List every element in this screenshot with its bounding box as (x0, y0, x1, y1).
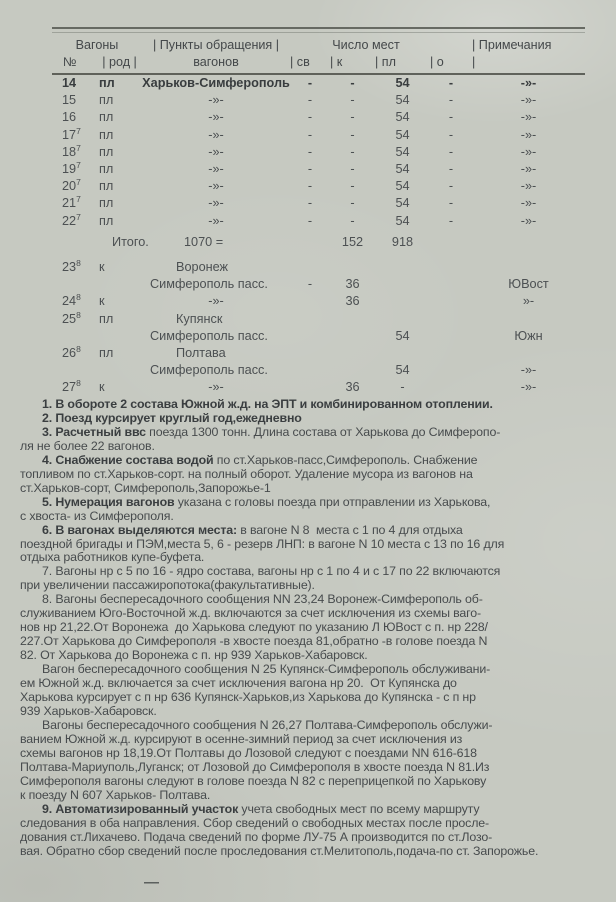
table-row (52, 178, 585, 195)
cell-num: 15 (62, 93, 77, 108)
cell-rod: пл (99, 213, 114, 228)
note-line (20, 538, 602, 552)
cell-pl: 918 (391, 234, 414, 249)
cell-route: Полтава (176, 346, 226, 361)
note-line (20, 733, 602, 747)
cell-o (430, 328, 472, 345)
cell-pl: 54 (395, 179, 410, 194)
note-line (20, 524, 602, 538)
note-line (20, 635, 602, 649)
col-header-pl: | пл (375, 55, 396, 69)
cell-pl (375, 293, 430, 310)
note-line (20, 454, 602, 468)
cell-o: - (448, 127, 454, 142)
note-paragraph (20, 524, 602, 566)
note-line (20, 691, 602, 705)
cell-k: - (350, 127, 355, 142)
cell-o: - (448, 213, 454, 228)
cell-rod: пл (99, 179, 114, 194)
cell-pl: 54 (395, 363, 410, 378)
note-line (20, 510, 602, 524)
cell-rod (97, 362, 142, 379)
cell-k (330, 345, 375, 362)
note-line (20, 607, 602, 621)
cell-o (430, 362, 472, 379)
cell-o (430, 234, 472, 251)
note-line (20, 705, 602, 719)
note-line (20, 747, 602, 761)
cell-note: -»- (520, 363, 537, 378)
cell-sv (290, 362, 330, 379)
cell-route: Воронеж (176, 260, 229, 275)
table-row (52, 144, 585, 161)
note-line (20, 551, 602, 565)
cell-sv (290, 259, 330, 276)
cell-num: $24^8$ (62, 292, 81, 309)
cell-rod: пл (99, 311, 114, 326)
cell-o (430, 379, 472, 396)
cell-sv: - (307, 277, 313, 292)
cell-rod: Итого. (112, 234, 149, 249)
cell-route: Симферополь пасс. (150, 277, 268, 292)
note-text: учета свободных мест по всему маршруту (238, 801, 480, 816)
cell-num: $23^8$ (62, 257, 81, 275)
note-paragraph (20, 398, 602, 412)
note-paragraph (20, 496, 602, 524)
cell-k (330, 362, 375, 379)
note-text: Харькова курсирует с п нр 636 Купянск-Харьков,из Харькова до Купянска - с п нр (20, 690, 476, 705)
cell-note: -»- (520, 127, 537, 142)
table-top-border (52, 27, 585, 33)
note-bold-text: 3. Расчетный ввс (42, 424, 146, 439)
cell-note: -»- (520, 162, 537, 177)
cell-o (430, 293, 472, 310)
cell-rod (97, 276, 142, 293)
cell-pl: 54 (395, 213, 410, 228)
cell-k (330, 328, 375, 345)
cell-num: $22^7$ (62, 211, 81, 228)
cell-o: - (448, 196, 454, 211)
cell-o: - (448, 144, 454, 159)
cell-pl (375, 276, 430, 293)
cell-k: 36 (345, 294, 360, 309)
note-text: служиванием Юго-Восточной ж.д. включаются за счет исключения из схемы ваго- (20, 606, 481, 621)
cell-pl: 54 (395, 76, 410, 90)
cell-k: - (350, 93, 355, 108)
note-line (20, 579, 602, 593)
cell-num: $26^8$ (62, 343, 81, 361)
note-text: 939 Харьков-Хабаровск. (20, 703, 157, 718)
cell-pl: 54 (395, 110, 410, 125)
note-paragraph (20, 426, 602, 454)
cell-sv: - (307, 144, 313, 159)
cell-rod: пл (99, 127, 114, 142)
table-row (52, 276, 585, 293)
note-paragraph (20, 593, 602, 663)
note-line (20, 831, 602, 845)
cell-num (52, 276, 97, 293)
note-text: к поезду N 607 Харьков- Полтава. (20, 787, 211, 802)
table-column-header-row (52, 54, 585, 71)
note-bold-text: 2. Поезд курсирует круглый год,ежедневно (42, 410, 302, 425)
cell-pl: - (400, 380, 405, 395)
note-text: следования в оба направления. Сбор сведений о свободных местах после просле- (20, 815, 490, 830)
note-bold-text: 9. Автоматизированный участок (42, 801, 239, 816)
note-paragraph (20, 719, 602, 803)
cell-o: - (448, 110, 454, 125)
cell-note: -»- (520, 76, 537, 90)
cell-route: -»- (208, 380, 224, 395)
cell-note: -»- (520, 196, 537, 211)
cell-rod (97, 328, 142, 345)
cell-num (52, 234, 97, 251)
note-text: указана с головы поезда при отправлении из Харькова, (174, 494, 491, 509)
note-line (20, 412, 602, 426)
col-header-route: вагонов (193, 55, 239, 69)
col-header-pipe: | (472, 55, 476, 69)
cell-o: - (448, 93, 454, 108)
cell-num: $20^7$ (62, 176, 81, 194)
cell-num (52, 362, 97, 379)
note-line (20, 761, 602, 775)
cell-sv: - (307, 162, 313, 177)
cell-k: - (350, 162, 355, 177)
cell-o (430, 311, 472, 328)
note-text: ля не более 22 вагонов. (20, 438, 155, 453)
cell-note: Южн (514, 328, 543, 343)
cell-sv: - (307, 76, 313, 90)
cell-route: -»- (208, 93, 224, 108)
cell-sv: - (307, 93, 313, 108)
cell-note: -»- (520, 179, 537, 194)
note-text: отдыха работников купе-буфета. (20, 550, 205, 565)
note-text: Вагоны беспересадочного сообщения N 26,27 Полтава-Симферополь обслужи- (42, 717, 493, 732)
cell-sv: - (307, 127, 313, 142)
col-header-number: № (63, 55, 77, 69)
note-text: 227.От Харькова до Симферополя -в хвосте поезда 81,обратно -в голове поезда N (20, 634, 488, 649)
cell-sv (290, 293, 330, 310)
table-row (52, 234, 585, 251)
cell-o: - (448, 76, 454, 90)
page-footer-dash: — (144, 874, 159, 891)
cell-note: ЮВост (508, 277, 549, 292)
cell-route: -»- (208, 196, 224, 211)
note-line (20, 440, 602, 454)
cell-k: - (350, 213, 355, 228)
notes-section (20, 398, 602, 858)
note-text: 7. Вагоны нр с 5 по 16 - ядро состава, вагоны нр с 1 по 4 и с 17 по 22 включаются (42, 564, 501, 579)
cell-rod: пл (99, 346, 114, 361)
cell-k: 36 (345, 380, 360, 395)
note-line (20, 775, 602, 789)
note-text: поездной бригады и ПЭМ,места 5, 6 - резерв ЛНП: в вагоне N 10 места с 13 по 16 для (20, 536, 505, 551)
note-text: Полтава-Мариуполь,Луганск; от Лозовой до Симферополя в хвосте поезда N 81.Из (20, 759, 490, 774)
cell-rod: пл (99, 110, 114, 125)
note-line (20, 663, 602, 677)
table-row (52, 161, 585, 178)
header-seat-count: Число мест (332, 38, 400, 52)
cell-pl: 54 (395, 196, 410, 211)
cell-rod: пл (99, 144, 114, 159)
cell-o: - (448, 162, 454, 177)
note-line (20, 803, 602, 817)
note-line (20, 649, 602, 663)
note-text: топливом по ст.Харьков-сорт. на полный оборот. Удаление мусора из вагонов на (20, 466, 473, 481)
cell-route: -»- (208, 179, 224, 194)
note-paragraph (20, 803, 602, 859)
cell-pl (375, 311, 430, 328)
cell-note: -»- (520, 380, 537, 395)
note-text: схемы вагонов нр 18,19.От Полтавы до Лозовой следуют с поездами NN 616-618 (20, 745, 477, 760)
table-row (52, 328, 585, 345)
note-line (20, 496, 602, 510)
note-line (20, 398, 602, 412)
cell-pl: 54 (395, 93, 410, 108)
cell-o: - (448, 179, 454, 194)
note-bold-text: 1. В обороте 2 состава Южной ж.д. на ЭПТ и комбинированном отоплении. (42, 397, 493, 411)
cell-k: - (350, 179, 355, 194)
header-wagons: Вагоны (75, 38, 119, 52)
cell-pl: 54 (395, 328, 410, 343)
cell-k: - (350, 196, 355, 211)
note-line (20, 845, 602, 859)
note-text: ст.Харьков-сорт, Симферополь,Запорожье-1 (20, 480, 271, 495)
note-text: поезда 1300 тонн. Длина состава от Харькова до Симферопо- (145, 424, 501, 439)
note-text: в вагоне N 8 места с 1 по 4 для отдыха (236, 522, 463, 537)
cell-rod: пл (99, 93, 114, 108)
cell-sv (290, 234, 330, 251)
table-row (52, 75, 585, 92)
table-row (52, 92, 585, 109)
table-row (52, 379, 585, 396)
note-text: нов нр 21,22.От Воронежа до Харькова следуют по указанию Л ЮВост с п. нр 228/ (20, 620, 488, 635)
cell-rod: к (99, 260, 105, 275)
cell-o (430, 276, 472, 293)
note-text: 8. Вагоны беспересадочного сообщения NN 23,24 Воронеж-Симферополь об- (42, 592, 483, 607)
table-body (52, 75, 585, 397)
cell-note: »- (522, 294, 535, 309)
cell-num: $17^7$ (62, 125, 81, 142)
note-text: ем Южной ж.д. включается за счет исключения вагона нр 20. От Купянска до (20, 676, 457, 691)
cell-k: - (350, 144, 355, 159)
note-text: дования ст.Лихачево. Подача сведений по форме ЛУ-75 А производится по ст.Лозо- (20, 829, 493, 844)
cell-sv: - (307, 110, 313, 125)
cell-sv (290, 328, 330, 345)
cell-k (330, 311, 375, 328)
cell-note: -»- (520, 93, 537, 108)
cell-route: Симферополь пасс. (150, 328, 268, 343)
note-line (20, 593, 602, 607)
cell-note: -»- (520, 213, 537, 228)
note-paragraph (20, 663, 602, 719)
cell-pl: 54 (395, 127, 410, 142)
note-line (20, 621, 602, 635)
table-row (52, 127, 585, 144)
cell-note (472, 311, 585, 328)
note-line (20, 426, 602, 440)
note-text: Симферополя вагоны следуют в голове поезда N 82 с переприцепкой по Харькову (20, 773, 487, 788)
table-row (52, 345, 585, 362)
cell-num: $25^8$ (62, 309, 81, 326)
cell-route: 1070 = (184, 234, 224, 249)
col-header-type: | род | (102, 55, 137, 69)
note-text: с хвоста- из Симферополя. (20, 508, 174, 523)
cell-route: -»- (208, 162, 224, 177)
cell-note (472, 259, 585, 276)
table-row (52, 293, 585, 310)
cell-o (430, 345, 472, 362)
table-row (52, 213, 585, 230)
cell-num: 16 (62, 110, 77, 125)
note-text: Вагон беспересадочного сообщения N 25 Купянск-Симферополь обслуживани- (42, 662, 491, 677)
cell-route: Симферополь пасс. (150, 363, 268, 378)
table-row (52, 109, 585, 126)
note-line (20, 677, 602, 691)
cell-pl (375, 345, 430, 362)
note-paragraph (20, 565, 602, 593)
table-row (52, 311, 585, 328)
table-row (52, 362, 585, 379)
wagon-table (52, 27, 585, 397)
cell-num: 14 (62, 76, 77, 90)
cell-sv (290, 379, 330, 396)
note-line (20, 482, 602, 496)
note-line (20, 789, 602, 803)
table-row (52, 195, 585, 212)
table-row (52, 259, 585, 276)
cell-sv (290, 311, 330, 328)
note-line (20, 468, 602, 482)
cell-pl (375, 259, 430, 276)
note-text: при увеличении пассажиропотока(факультативные). (20, 578, 315, 593)
cell-pl: 54 (395, 162, 410, 177)
note-bold-text: 6. В вагонах выделяются места: (42, 522, 237, 537)
cell-sv: - (307, 213, 313, 228)
note-line (20, 719, 602, 733)
cell-route: -»- (208, 110, 224, 125)
cell-k: - (350, 110, 355, 125)
cell-rod: к (99, 380, 105, 395)
cell-sv: - (307, 179, 313, 194)
cell-route: -»- (208, 294, 224, 309)
note-text: вая. Обратно сбор сведений после проследования ст.Мелитополь,подача-по ст. Запорожье. (20, 843, 539, 858)
cell-k: 36 (345, 277, 360, 292)
note-text: по ст.Харьков-пасс,Симферополь. Снабжение (213, 452, 478, 467)
cell-k: 152 (341, 234, 364, 249)
cell-rod: пл (99, 196, 114, 211)
col-header-sv: | св (290, 55, 310, 69)
cell-route: -»- (208, 213, 224, 228)
cell-route: -»- (208, 144, 224, 159)
note-bold-text: 5. Нумерация вагонов (42, 494, 175, 509)
cell-o (430, 259, 472, 276)
note-bold-text: 4. Снабжение состава водой (42, 452, 214, 467)
note-paragraph (20, 412, 602, 426)
cell-num: $19^7$ (62, 159, 81, 177)
col-header-k: | к (330, 55, 343, 69)
cell-k (330, 259, 375, 276)
cell-route: -»- (208, 127, 224, 142)
cell-k: - (350, 76, 355, 90)
header-remarks: | Примечания (472, 38, 552, 52)
cell-rod: пл (99, 76, 115, 90)
note-text: 82. От Харькова до Воронежа с п. нр 939 Харьков-Хабаровск. (20, 648, 368, 663)
cell-note (472, 345, 585, 362)
cell-num: $27^8$ (62, 378, 81, 395)
header-points-of-circulation: | Пункты обращения | (152, 38, 280, 52)
cell-num: $21^7$ (62, 194, 81, 211)
cell-note: -»- (520, 144, 537, 159)
note-paragraph (20, 454, 602, 496)
cell-note (472, 234, 585, 251)
cell-rod: к (99, 294, 105, 309)
cell-num (52, 328, 97, 345)
cell-route: Купянск (176, 311, 223, 326)
note-line (20, 565, 602, 579)
cell-num: $18^7$ (62, 142, 81, 159)
note-text: ванием Южной ж.д. курсируют в осенне-зимний период за счет исключения из (20, 731, 463, 746)
table-group-header-row (52, 37, 585, 54)
cell-route: Харьков-Симферополь (142, 76, 290, 90)
col-header-o: | о (430, 55, 444, 69)
cell-note: -»- (520, 110, 537, 125)
cell-sv: - (307, 196, 313, 211)
cell-pl: 54 (395, 144, 410, 159)
note-line (20, 817, 602, 831)
cell-rod: пл (99, 162, 114, 177)
cell-sv (290, 345, 330, 362)
